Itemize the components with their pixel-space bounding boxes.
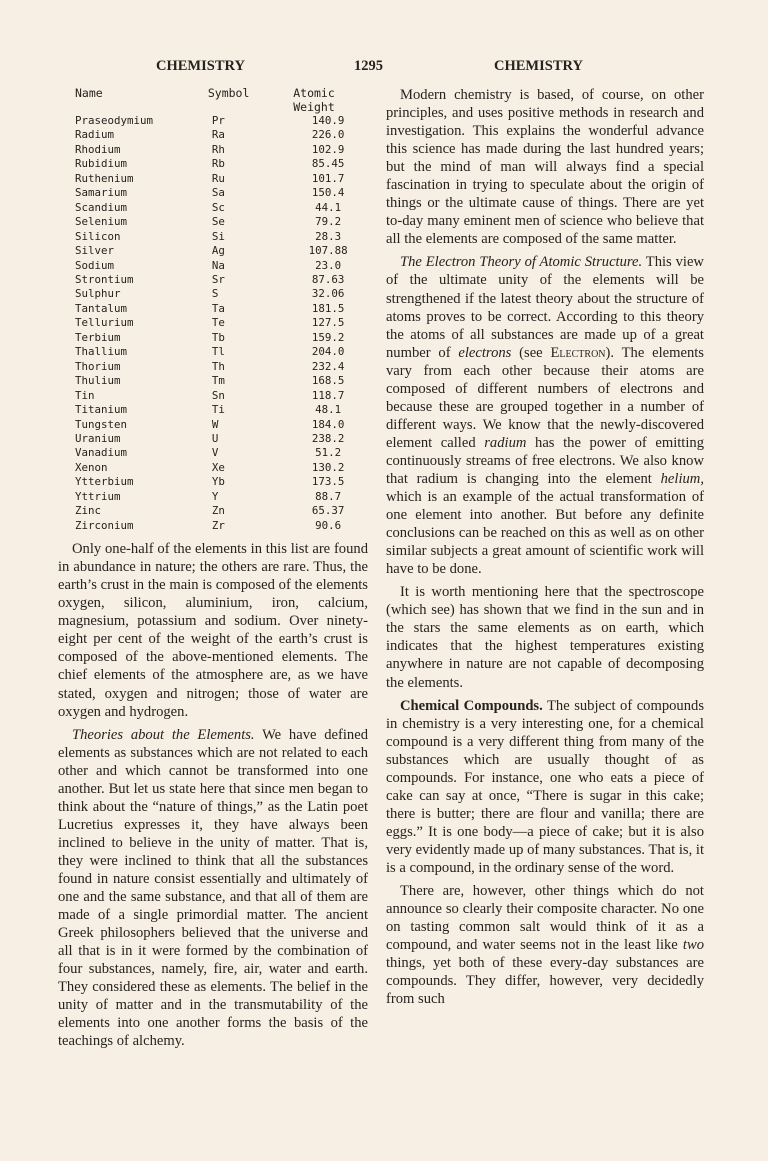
table-row [75,461,381,475]
text-run: (see [511,344,551,361]
element-name: Tin [75,388,95,402]
table-body [75,114,381,533]
element-atomic-weight: 107.88 [308,244,348,258]
element-symbol: Tb [211,330,225,344]
element-name: Rubidium [75,157,128,171]
element-atomic-weight: 150.4 [311,186,345,200]
element-name: Samarium [75,186,128,200]
paragraph-theories-body: We have defined elements as substances which are not related to each other and which cannot be transformed into one another. But let us state here that since men began to think about the “nature of things,” as the Latin poet Lucretius expresses it, they have always been inclined to believe in the unity of matter. That is, they were inclined to think that all the substances found in nature consist essentially and ultimately of one and the same substance, and that all of them are made of a single primordial matter. The ancient Greek philosophers believed that the universe and all that is in it were formed by the combination of four substances, namely, fire, air, water and earth. They considered these as elements. The belief in the unity of matter and in the transmutability of the elements into one another forms the basis of the teachings of alchemy. [58,726,368,1050]
element-atomic-weight: 85.45 [311,157,345,171]
element-atomic-weight: 48.1 [315,403,342,417]
table-row [75,360,381,374]
element-symbol: S [211,287,219,301]
element-atomic-weight: 159.2 [311,330,345,344]
element-symbol: Rb [211,157,225,171]
running-head-right: CHEMISTRY [494,58,583,74]
element-atomic-weight: 232.4 [311,359,345,373]
element-name: Zinc [75,504,102,518]
element-symbol: Sa [211,186,225,200]
element-symbol: Yb [211,475,225,489]
table-row [75,287,381,301]
text-run: There are, however, other things which do not announce so clearly their composite character. No one on tasting common salt would think of it as a compound, and water seems not in the least like [386,883,704,954]
element-atomic-weight: 88.7 [315,489,342,503]
elements-table [75,86,381,533]
element-name: Tungsten [75,417,128,431]
element-atomic-weight: 32.06 [311,287,345,301]
table-row [75,186,381,200]
element-name: Vanadium [75,446,128,460]
element-atomic-weight: 101.7 [311,171,345,185]
element-atomic-weight: 130.2 [311,460,345,474]
table-row [75,418,381,432]
table-row [75,114,381,128]
term-radium: radium [484,434,527,451]
table-row [75,302,381,316]
element-symbol: Sc [211,200,225,214]
table-row [75,374,381,388]
element-name: Tantalum [75,301,128,315]
element-atomic-weight: 28.3 [315,229,342,243]
element-symbol: Ti [211,403,225,417]
table-row [75,244,381,258]
element-name: Rhodium [75,142,121,156]
element-atomic-weight: 79.2 [315,215,342,229]
element-atomic-weight: 184.0 [311,417,345,431]
element-name: Uranium [75,431,121,445]
element-symbol: Ag [211,244,225,258]
term-two: two [682,937,704,954]
element-atomic-weight: 102.9 [311,142,345,156]
term-helium: helium, [660,470,704,487]
paragraph-electron-theory [386,253,704,578]
paragraph-abundance: Only one-half of the elements in this list are found in abundance in nature; the others are rare. Thus, the earth’s crust in the main is composed of the elements oxygen, silicon, aluminium, iron, calcium, magnesium, potassium and sodium. Over ninety-eight per cent of the weight of the earth’s crust is composed of the above-mentioned elements. The chief elements of the atmosphere are, as we have stated, oxygen and nitrogen; those of water are oxygen and hydrogen. [58,541,368,720]
element-name: Terbium [75,330,121,344]
table-row [75,215,381,229]
element-symbol: Zr [211,518,225,532]
element-symbol: Se [211,215,225,229]
table-header-row [75,86,381,114]
element-atomic-weight: 173.5 [311,475,345,489]
element-name: Titanium [75,403,128,417]
element-symbol: W [211,417,219,431]
element-symbol: Ru [211,171,225,185]
heading-electron-theory: The Electron Theory of Atomic Structure. [400,254,643,271]
running-head-left: CHEMISTRY [156,58,245,74]
text-run: has the power of emitting continuously streams of free electrons. We also know that radium is changing into the element [386,434,705,487]
element-symbol: Y [211,489,219,503]
table-row [75,403,381,417]
table-row [75,143,381,157]
table-row [75,172,381,186]
element-name: Zirconium [75,518,134,532]
table-row [75,345,381,359]
element-atomic-weight: 23.0 [315,258,342,272]
element-name: Selenium [75,215,128,229]
element-atomic-weight: 127.5 [311,316,345,330]
left-column [58,86,368,1050]
element-name: Thallium [75,345,128,359]
table-row [75,259,381,273]
paragraph-compounds-body: The subject of compounds in chemistry is a very interesting one, for a chemical compound is a very different thing from many of the substances which are usually thought of as compounds. For instance, one who eats a piece of cake can say at once, “There is sugar in this cake; there is butter; there are flour and vanilla; there are eggs.” It is one body—a piece of cake; but it is also very evidently made up of many substances. That is, it is a compound, in the ordinary sense of the word. [386,697,704,876]
element-symbol: Tl [211,345,225,359]
table-row [75,201,381,215]
table-row [75,446,381,460]
element-name: Silver [75,244,115,258]
text-run: ). The elements vary from each other because their atoms are composed of different numbers of electrons and because these are grouped together in a number of different ways. We know that the newly-discovered element called [386,344,704,451]
text-run: This view of the ultimate unity of the elements will be strengthened if the latest theory about the structure of atoms proves to be correct. According to this theory the atoms of all substances are made up of a great number of [386,254,704,361]
paragraph-theories [58,726,368,1051]
element-atomic-weight: 118.7 [311,388,345,402]
text-run: things, yet both of these every-day substances are compounds. They differ, however, very decidedly from such [386,955,704,1008]
page-header [0,58,768,78]
table-row [75,316,381,330]
element-name: Tellurium [75,316,134,330]
table-row [75,504,381,518]
element-symbol: Sn [211,388,225,402]
element-atomic-weight: 44.1 [315,200,342,214]
element-name: Praseodymium [75,114,154,127]
element-name: Thorium [75,359,121,373]
element-symbol: Xe [211,460,225,474]
element-symbol: U [211,431,219,445]
element-symbol: Rh [211,142,225,156]
element-name: Ruthenium [75,171,134,185]
element-atomic-weight: 90.6 [315,518,342,532]
element-atomic-weight: 181.5 [311,301,345,315]
right-column [386,86,704,1008]
element-symbol: V [211,446,219,460]
table-row [75,128,381,142]
paragraph-chemical-compounds [386,697,704,877]
cross-reference-electron: Electron [550,344,606,361]
element-name: Silicon [75,229,121,243]
table-row [75,490,381,504]
element-atomic-weight: 238.2 [311,431,345,445]
element-atomic-weight: 226.0 [311,128,345,142]
table-row [75,157,381,171]
element-name: Yttrium [75,489,121,503]
element-symbol: Ra [211,128,225,142]
element-atomic-weight: 87.63 [311,272,345,286]
element-name: Scandium [75,200,128,214]
paragraph-modern-chemistry: Modern chemistry is based, of course, on other principles, and uses positive methods in research and investigation. This explains the wonderful advance this science has made during the last hundred years; but the mind of man will always find a special fascination in trying to speculate about the origin of things or the ultimate cause of things. There are yet to-day many eminent men of science who believe that all the elements are composed of the same matter. [386,87,704,248]
element-name: Radium [75,128,115,142]
column-header-symbol: Symbol [207,86,250,100]
element-atomic-weight: 204.0 [311,345,345,359]
element-symbol: Ta [211,301,225,315]
table-row [75,331,381,345]
heading-chemical-compounds: Chemical Compounds. [400,697,543,714]
element-symbol: Zn [211,504,225,518]
element-name: Xenon [75,460,108,474]
term-electrons: electrons [458,344,512,361]
element-name: Strontium [75,272,134,286]
heading-theories: Theories about the Elements. [72,726,255,743]
table-row [75,432,381,446]
column-header-atomic-weight: Atomic Weight [293,86,335,114]
element-symbol: Th [211,359,225,373]
text-run: which is an example of the actual transformation of one element into another. But before any definite conclusions can be reached on this as well as on other similar subjects a great amount of scientific work will have to be done. [386,489,704,578]
table-row [75,519,381,533]
element-name: Sodium [75,258,115,272]
element-symbol: Pr [211,114,225,127]
paragraph-composite-character [386,882,704,1008]
paragraph-spectroscope: It is worth mentioning here that the spectroscope (which see) has shown that we find in the sun and in the stars the same elements as on earth, which indicates that the highest temperatures existing anywhere in nature are not capable of decomposing the elements. [386,584,704,691]
element-name: Thulium [75,374,121,388]
element-name: Sulphur [75,287,121,301]
table-row [75,273,381,287]
element-symbol: Tm [211,374,225,388]
element-symbol: Sr [211,272,225,286]
element-atomic-weight: 140.9 [311,114,345,127]
element-atomic-weight: 65.37 [311,504,345,518]
table-row [75,475,381,489]
table-row [75,389,381,403]
table-row [75,230,381,244]
column-header-name: Name [75,86,103,100]
page-number: 1295 [354,58,383,74]
element-name: Ytterbium [75,475,134,489]
element-symbol: Si [211,229,225,243]
element-symbol: Te [211,316,225,330]
element-atomic-weight: 51.2 [315,446,342,460]
element-atomic-weight: 168.5 [311,374,345,388]
element-symbol: Na [211,258,225,272]
